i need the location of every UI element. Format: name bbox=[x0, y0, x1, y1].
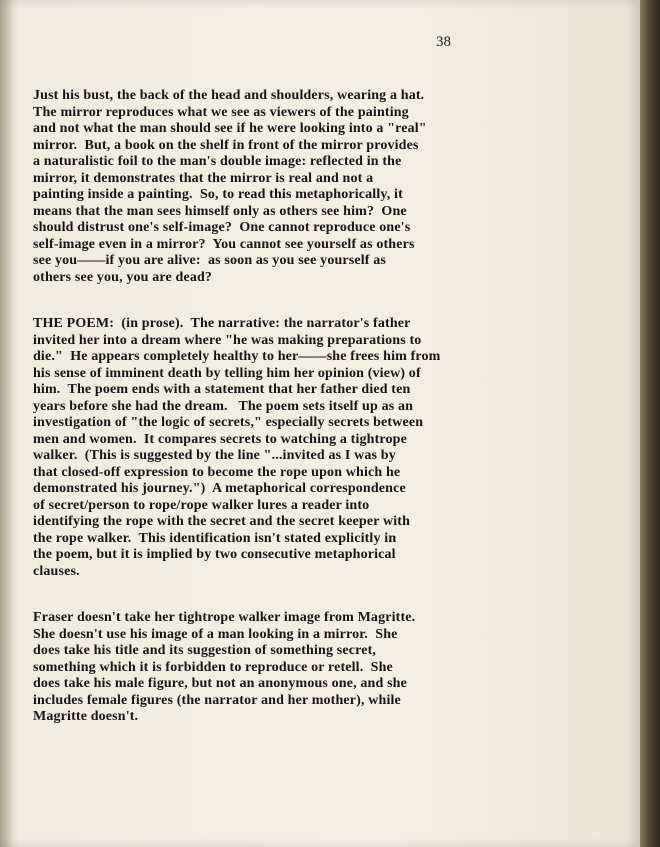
text-line: his sense of imminent death by telling him her opinion (view) of bbox=[33, 365, 421, 381]
text-line: Magritte doesn't. bbox=[33, 709, 139, 724]
text-line: identifying the rope with the secret and the secret keeper with bbox=[33, 514, 411, 529]
text-line: Fraser doesn't take her tightrope walker image from Magritte. bbox=[33, 610, 416, 625]
text-line: includes female figures (the narrator and her mother), while bbox=[33, 692, 401, 708]
text-line: a naturalistic foil to the man's double image: reflected in the bbox=[33, 154, 402, 169]
text-line: years before she had the dream. The poem sets itself up as an bbox=[33, 398, 414, 414]
text-line: others see you, you are dead? bbox=[33, 269, 213, 285]
text-line: does take his male figure, but not an anonymous one, and she bbox=[33, 676, 407, 691]
text-line: of secret/person to rope/rope walker lures a reader into bbox=[33, 497, 370, 513]
text-line: him. The poem ends with a statement that her father died ten bbox=[33, 382, 411, 397]
paragraph-magritte-painting bbox=[33, 88, 593, 286]
text-line: men and women. It compares secrets to watching a tightrope bbox=[33, 431, 407, 447]
text-line: invited her into a dream where "he was making preparations to bbox=[33, 332, 422, 348]
text-line: mirror, it demonstrates that the mirror is real and not a bbox=[33, 170, 374, 186]
text-line: mirror. But, a book on the shelf in front of the mirror provides bbox=[33, 137, 419, 153]
text-line: something which it is forbidden to reproduce or retell. She bbox=[33, 659, 393, 675]
text-line: walker. (This is suggested by the line "...invited as I was by bbox=[33, 448, 396, 463]
page-number: 38 bbox=[436, 34, 451, 50]
page-gutter-shadow bbox=[0, 0, 14, 847]
text-line: clauses. bbox=[33, 563, 80, 579]
text-line: should distrust one's self-image? One cannot reproduce one's bbox=[33, 220, 411, 235]
text-line: Just his bust, the back of the head and shoulders, wearing a hat. bbox=[33, 88, 425, 103]
text-line: means that the man sees himself only as others see him? One bbox=[33, 203, 407, 219]
text-line: investigation of "the logic of secrets," especially secrets between bbox=[33, 415, 424, 430]
text-line: die." He appears completely healthy to her——she frees him from bbox=[33, 349, 441, 364]
text-line: THE POEM: (in prose). The narrative: the narrator's father bbox=[33, 316, 411, 331]
text-line: She doesn't use his image of a man looking in a mirror. She bbox=[33, 626, 398, 642]
book-spine-edge bbox=[640, 0, 660, 847]
text-line: the rope walker. This identification isn't stated explicitly in bbox=[33, 530, 397, 546]
text-line: painting inside a painting. So, to read this metaphorically, it bbox=[33, 187, 403, 202]
text-line: The mirror reproduces what we see as viewers of the painting bbox=[33, 104, 409, 120]
text-line: demonstrated his journey.") A metaphorical correspondence bbox=[33, 481, 406, 496]
text-line: does take his title and its suggestion of something secret, bbox=[33, 643, 377, 658]
paragraph-the-poem bbox=[33, 316, 593, 580]
text-line: that closed-off expression to become the rope upon which he bbox=[33, 464, 401, 480]
paragraph-fraser-magritte bbox=[33, 610, 593, 726]
text-line: see you——if you are alive: as soon as you see yourself as bbox=[33, 253, 386, 268]
text-line: the poem, but it is implied by two consecutive metaphorical bbox=[33, 547, 396, 562]
text-line: and not what the man should see if he were looking into a "real" bbox=[33, 121, 427, 136]
text-line: self-image even in a mirror? You cannot see yourself as others bbox=[33, 236, 415, 252]
